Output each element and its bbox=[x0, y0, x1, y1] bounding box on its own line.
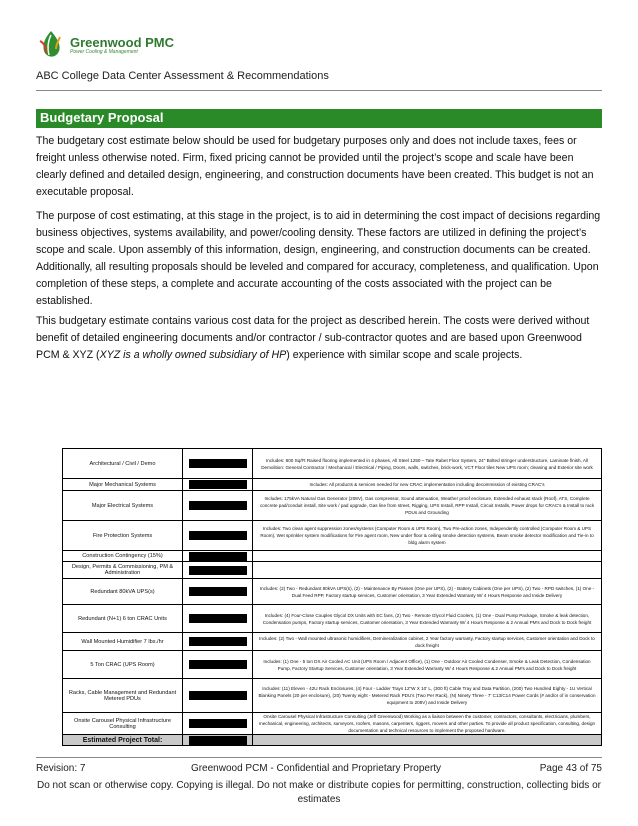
confidential-notice: Greenwood PCM - Confidential and Proprietary Property bbox=[190, 763, 442, 774]
cost-item-description: Includes: All products & services needed for new CRAC implementation including decommission of existing CRAC's bbox=[309, 482, 545, 487]
cost-item-description: Includes: (4) Four-Close Couples Glycol DX Units with EC fans, (2) Two - Remote Glycol Fluid Coolers, (1) One - Dual Pump Package, Smoke & leak detection, Condensation pumps, Factory startup services, Customer orientation, 3 Year Extended Warranty W/ 4 Hours Response & 2 Annual PM's and Dock to Dock freight bbox=[262, 612, 592, 625]
cost-item-description: Includes: (2) Two - Redundant 80kVA UPS(s), (2) - Maintenance By Passes (One per UPS), (2) - Battery Cabinets (One per UPS), (2) Two - RPD switches, (1) One - Dual Feed RPP, Factory startup services, Customer orientation, 3 Year Extended Warranty W/ 4 Hours Response and Inside Delivery bbox=[259, 585, 595, 598]
table-row bbox=[63, 579, 601, 605]
cost-item-label: 5 Ton CRAC (UPS Room) bbox=[63, 651, 183, 678]
table-row bbox=[63, 479, 601, 491]
redacted-amount bbox=[189, 614, 247, 623]
table-total-row bbox=[63, 735, 601, 745]
cost-item-label: Redundant (N+1) 6 ton CRAC Units bbox=[63, 605, 183, 632]
cost-item-description bbox=[253, 735, 601, 745]
cost-item-description: Includes: 800 Sq/Ft Raised flooring implemented in 4 phases, All Steel 1250 – Tate Rabet Floor System, 24" Bolted stringer understructure, Laminate finish, All Demolition: General Contractor / Mechanical / Electrical / Piping, Doors, walls, switches, brick-work, VCT Floor tiles New UPS room; cleaning and Exterior site work bbox=[261, 457, 593, 470]
redacted-amount bbox=[189, 637, 247, 646]
redacted-total-amount bbox=[189, 736, 247, 745]
section-title: Budgetary Proposal bbox=[40, 110, 164, 125]
paragraph-disclaimer: The budgetary cost estimate below should be used for budgetary purposes only and does not include taxes, fees or freight unless otherwise noted. Firm, fixed pricing cannot be provided until the project’s scope and scale have been clearly defined and detailed design, engineering, and construction documents have been created. This budget is not an executable proposal. bbox=[36, 135, 594, 198]
redacted-amount bbox=[189, 459, 247, 468]
redacted-amount bbox=[189, 587, 247, 596]
table-row bbox=[63, 651, 601, 679]
redacted-amount bbox=[189, 719, 247, 728]
budget-cost-table bbox=[62, 448, 602, 746]
cost-item-description: Includes: (1) One - 5 ton DX Air Cooled AC Unit (UPS Room / Adjacent Office), (1) One - Outdoor Air Cooled Condenser, Smoke & Leak Detection, Condensation Pump, Factory Startup Services, Customer orientation, 3 Year Extended Warranty W/ 4 Hours Response & 2 Annual PM's and Dock to Dock freight bbox=[263, 658, 591, 671]
table-row bbox=[63, 713, 601, 735]
redacted-amount bbox=[189, 566, 247, 575]
cost-item-description bbox=[253, 562, 601, 578]
footer-divider bbox=[36, 757, 602, 758]
leaf-logo-icon bbox=[36, 29, 66, 61]
estimate-basis-text-a: This budgetary estimate contains various cost data for the project as described herein. The costs were derived without benefit of detailed engineering documents and/or contractor / sub-contractor quotes and are based upon Greenwood PCM & XYZ ( bbox=[36, 315, 590, 361]
redacted-amount bbox=[189, 691, 247, 700]
company-logo bbox=[36, 28, 174, 62]
estimated-total-label: Estimated Project Total: bbox=[63, 735, 183, 745]
estimate-basis-text-b: ) experience with similar scope and scale projects. bbox=[286, 349, 523, 361]
paragraph-purpose: The purpose of cost estimating, at this stage in the project, is to aid in determining the cost impact of decisions regarding business objectives, systems availability, and power/cooling density. These factors are utilized in defining the project’s scope and scale. Upon assembly of this information, design, engineering, and construction documents can be created. Additionally, all resulting proposals should be leveled and compared for accuracy, completeness, and qualification. Upon completion of these steps, a complete and accurate accounting of the costs associated with the project can be established. bbox=[36, 210, 601, 307]
redacted-amount bbox=[189, 501, 247, 510]
page-number: Page 43 of 75 bbox=[539, 763, 602, 774]
cost-item-description: Onsite Carousel Physical Infrastructure Consulting (Jeff Greenwood) Working as a liaison between the customer, contractors, consultants, electricians, plumbers, mechanical, engineering, architects, surveyors, roofers, masons, carpenters, riggers, movers and other parties. To provide all product specification, consulting, design documentation and technical resources to implement the proposed hardware. bbox=[258, 714, 596, 733]
cost-item-label: Architectural / Civil / Demo bbox=[63, 449, 183, 478]
cost-item-description bbox=[253, 551, 601, 561]
cost-item-label: Major Mechanical Systems bbox=[63, 479, 183, 490]
redacted-amount bbox=[189, 660, 247, 669]
cost-item-label: Major Electrical Systems bbox=[63, 491, 183, 520]
footer-line bbox=[36, 763, 602, 774]
estimate-basis-italic: XYZ is a wholly owned subsidiary of HP bbox=[99, 349, 287, 361]
revision-label: Revision: 7 bbox=[36, 763, 86, 774]
table-row bbox=[63, 562, 601, 579]
table-row bbox=[63, 679, 601, 713]
cost-item-label: Construction Contingency (15%) bbox=[63, 551, 183, 561]
cost-item-label: Fire Protection Systems bbox=[63, 521, 183, 550]
redacted-amount bbox=[189, 480, 247, 489]
logo-name: Greenwood PMC bbox=[70, 34, 175, 50]
table-row bbox=[63, 605, 601, 633]
paragraph-estimate-basis bbox=[36, 313, 602, 364]
document-subtitle: ABC College Data Center Assessment & Recommendations bbox=[36, 70, 329, 82]
cost-item-description: Includes: (2) Two - Wall mounted ultrasonic humidifiers, Demineralization cabinet, 2 Year factory warranty, Factory startup services, Customer orientation and Dock to dock freight bbox=[259, 635, 595, 648]
cost-item-label: Wall Mounted Humidifier 7 lbs./hr bbox=[63, 633, 183, 650]
section-header-bar bbox=[36, 109, 602, 128]
cost-item-label: Onsite Carousel Physical Infrastructure Consulting bbox=[63, 713, 183, 734]
cost-item-description: Includes: 175kVA Natural Gas Generator (208V), Gas compressor, Sound attenuation, Weather proof enclosure, Extended exhaust stack (Roof), ATS, Complete concrete pad/conduit install, Site work / pad upgrade, Gas line from street, Rigging, UPS Install, RPP Install, Circuit Installs, Power drops for CRAC's & Install to rack PDUs and Grounding bbox=[259, 496, 595, 515]
redacted-amount bbox=[189, 552, 247, 561]
table-row bbox=[63, 521, 601, 551]
logo-tagline: Power Cooling & Management bbox=[70, 48, 138, 55]
cost-item-label: Racks, Cable Management and Redundant Metered PDUs bbox=[63, 679, 183, 712]
table-row bbox=[63, 633, 601, 651]
cost-item-description: Includes: Two clean agent suppression zones/systems (Computer Room & UPS Room), Two Pre-action zones, Independently controlled (Computer Room & UPS Room), Wet sprinkler system modifications for Fire agent room, New under floor & ceiling smoke detection systems, Beam smoke detector modification and Tie-in to bldg alarm system bbox=[260, 526, 594, 545]
copy-restriction-notice: Do not scan or otherwise copy. Copying is illegal. Do not make or distribute copies for permitting, construction, collecting bids or estimates bbox=[37, 780, 601, 805]
table-row bbox=[63, 449, 601, 479]
cost-item-label: Redundant 80kVA UPS(s) bbox=[63, 579, 183, 604]
table-row bbox=[63, 491, 601, 521]
redacted-amount bbox=[189, 531, 247, 540]
cost-item-label: Design, Permits & Commissioning, PM & Administration bbox=[63, 562, 183, 578]
table-row bbox=[63, 551, 601, 562]
header-divider bbox=[36, 90, 602, 91]
cost-item-description: Includes: (11) Eleven - 42U Rack Enclosures, (4) Four - Ladder Trays 12"W X 10' L, (300 ft) Cable Tray and Data Partition, (200) Two Hundred Eighty - 1U Vertical Blanking Panels (20 per enclosure), (20) Twenty eight - Metered Rack PDU's (Two Per Rack), (N) Ninety Three - 7' C13/C14 Power Cords (# and/or of in conservation equipment to 208V) and Inside Delivery bbox=[258, 686, 596, 705]
